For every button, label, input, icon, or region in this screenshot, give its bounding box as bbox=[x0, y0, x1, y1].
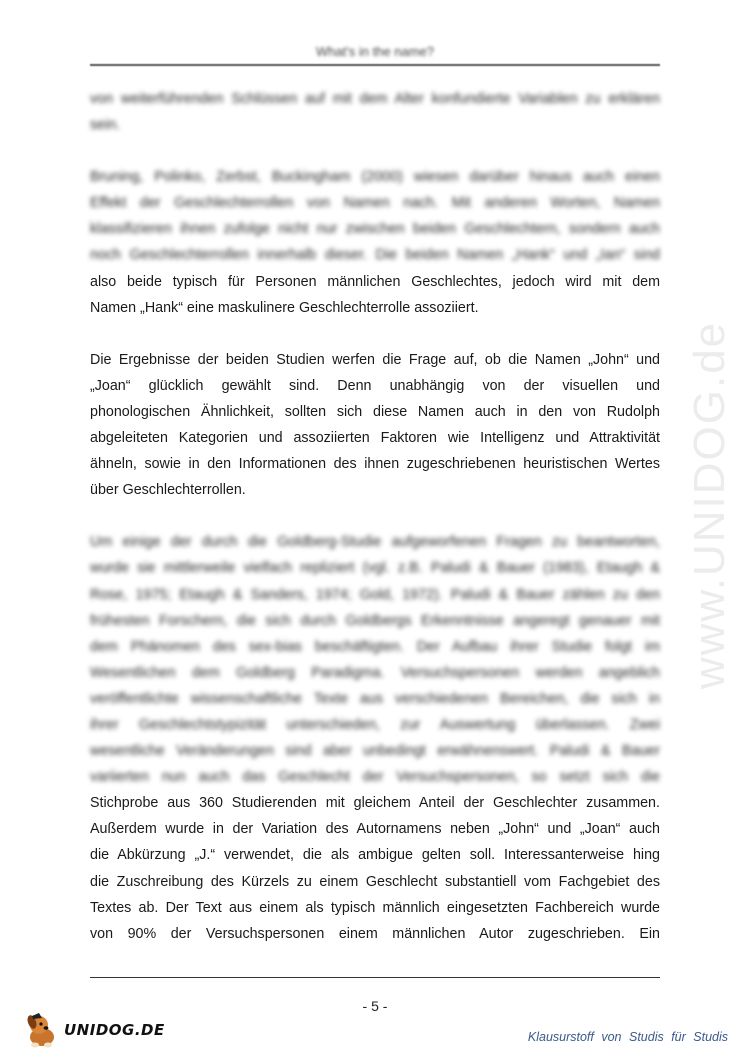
footer-rule bbox=[90, 977, 660, 978]
blurred-text-line: sein. bbox=[90, 117, 121, 134]
blurred-text-line: Um einige der durch die Goldberg-Studie aufgeworfenen Fragen zu beantworten, bbox=[90, 534, 660, 551]
header-rule bbox=[90, 64, 660, 66]
blurred-text-line: wurde sie mittlerweile vielfach repliziert (vgl. z.B. Paludi & Bauer (1983), Etaugh & bbox=[90, 560, 660, 577]
blurred-text-line: ihrer Geschlechtstypizität unterschieden, zur Auswertung überlassen. Zwei bbox=[90, 716, 660, 733]
page-number: - 5 - bbox=[362, 998, 388, 1014]
blurred-text-line: veröffentlichte wissenschaftliche Texte aus verschiedenen Bereichen, die sich in bbox=[90, 690, 660, 707]
running-header: What's in the name? bbox=[315, 44, 435, 59]
text-line: über Geschlechterrollen. bbox=[90, 482, 246, 499]
text-line: von 90% der Versuchspersonen einem männlichen Autor zugeschrieben. Ein bbox=[90, 925, 660, 942]
text-line: phonologischen Ähnlichkeit, sollten sich diese Namen auch in den von Rudolph bbox=[90, 403, 660, 420]
text-line: Textes ab. Der Text aus einem als typisch männlich eingesetzten Fachbereich wurde bbox=[90, 899, 660, 916]
blurred-text-line: Rose, 1975; Etaugh & Sanders, 1974; Gold, 1972). Paludi & Bauer zählen zu den bbox=[90, 586, 660, 603]
blurred-text-line: dem Phänomen des sex-bias beschäftigten. Der Aufbau ihrer Studie folgt im bbox=[90, 638, 660, 655]
unidog-logo bbox=[22, 1010, 172, 1050]
watermark bbox=[650, 270, 750, 740]
text-line: Außerdem wurde in der Variation des Autornamens neben „John“ und „Joan“ auch bbox=[90, 821, 660, 838]
text-line: ähneln, sowie in den Informationen des ihnen zugeschriebenen heuristischen Wertes bbox=[90, 456, 660, 473]
blurred-text-line: Wesentlichen dem Goldberg Paradigma. Versuchspersonen werden angeblich bbox=[90, 664, 660, 681]
footer-note: Klausurstoff von Studis für Studis bbox=[527, 1030, 728, 1044]
blurred-text-line: variierten nun auch das Geschlecht der Versuchspersonen, so setzt sich die bbox=[90, 769, 660, 786]
blurred-text-line: frühesten Forschern, die sich durch Goldbergs Erkenntnisse angeregt genauer mit bbox=[90, 612, 660, 629]
paragraph bbox=[90, 347, 660, 504]
dog-mascot-icon bbox=[22, 1010, 62, 1050]
blurred-text-line: Bruning, Polinko, Zerbst, Buckingham (2000) wiesen darüber hinaus auch einen bbox=[90, 169, 660, 186]
blurred-text-line: von weiterführenden Schlüssen auf mit dem Alter konfundierte Variablen zu erklären bbox=[90, 91, 660, 107]
text-line: Stichprobe aus 360 Studierenden mit gleichem Anteil der Geschlechter zusammen. bbox=[90, 795, 660, 812]
blurred-text-line: Effekt der Geschlechterrollen von Namen nach. Mit anderen Worten, Namen bbox=[90, 195, 660, 212]
blurred-text-line: wesentliche Veränderungen sind aber unbedingt erwähnenswert. Paludi & Bauer bbox=[90, 743, 660, 760]
paragraph bbox=[90, 86, 660, 138]
document-body bbox=[90, 86, 660, 973]
blurred-text-line: klassifizieren ihnen zufolge nicht nur zwischen beiden Geschlechtern, sondern auch bbox=[90, 221, 660, 238]
text-line: die Zuschreibung des Kürzels zu einem Geschlecht substantiell vom Fachgebiet des bbox=[90, 873, 660, 890]
text-line: die Abkürzung „J.“ verwendet, die als ambigue gelten soll. Interessanterweise hing bbox=[90, 847, 660, 864]
text-line: Namen „Hank“ eine maskulinere Geschlechterrolle assoziiert. bbox=[90, 299, 479, 316]
watermark-text: www.UNIDOG.de bbox=[685, 320, 735, 690]
blurred-text-line: noch Geschlechterrollen innerhalb dieser. Die beiden Namen „Hank“ und „Ian“ sind bbox=[90, 247, 660, 264]
paragraph bbox=[90, 164, 660, 321]
paragraph bbox=[90, 529, 660, 947]
text-line: abgeleiteten Kategorien und assoziierten Faktoren wie Intelligenz und Attraktivität bbox=[90, 430, 660, 447]
text-line: „Joan“ glücklich gewählt sind. Denn unabhängig von der visuellen und bbox=[90, 377, 660, 394]
text-line: also beide typisch für Personen männlichen Geschlechtes, jedoch wird mit dem bbox=[90, 273, 660, 290]
text-line: Die Ergebnisse der beiden Studien werfen die Frage auf, ob die Namen „John“ und bbox=[90, 351, 660, 368]
logo-text: UNIDOG.DE bbox=[64, 1021, 165, 1039]
